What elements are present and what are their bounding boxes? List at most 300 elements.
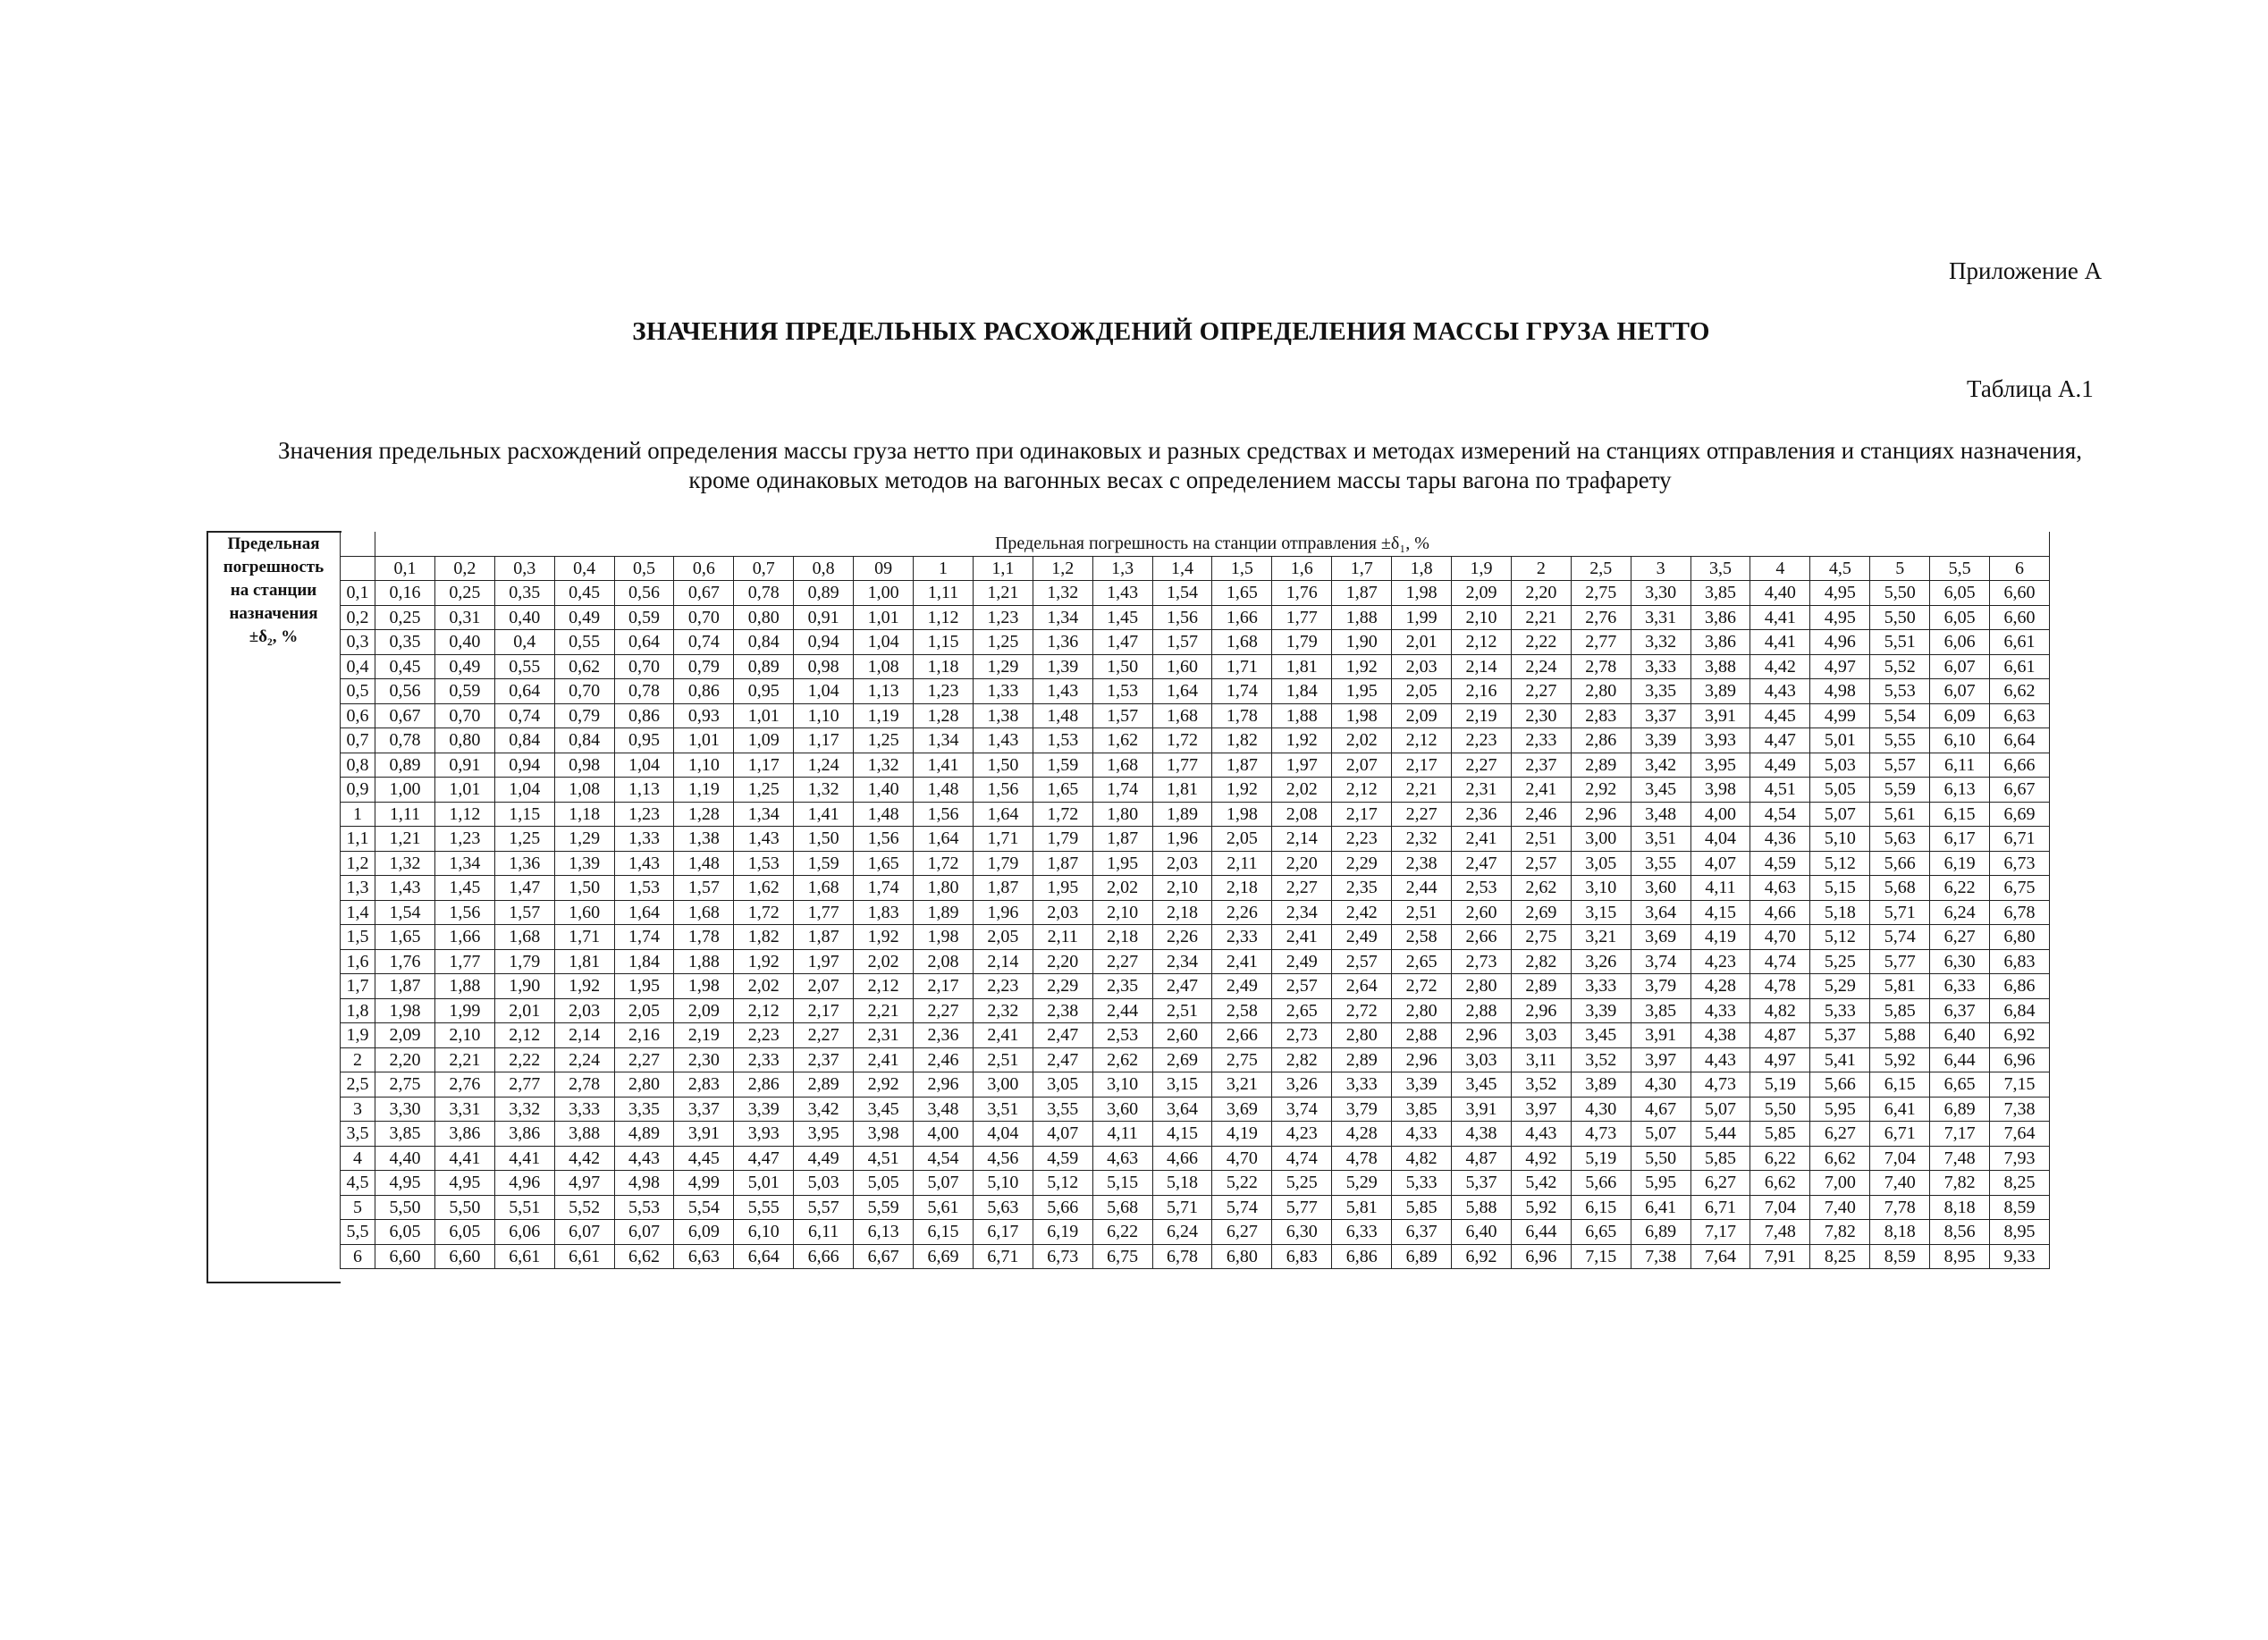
table-cell: 1,28	[914, 703, 974, 728]
table-cell: 2,58	[1212, 998, 1272, 1023]
table-cell: 5,10	[1810, 827, 1870, 852]
table-cell: 1,13	[854, 679, 914, 704]
table-cell: 1,98	[1332, 703, 1392, 728]
table-cell: 3,03	[1452, 1047, 1512, 1072]
table-cell: 1,29	[973, 654, 1033, 679]
table-cell: 6,10	[1930, 728, 1990, 753]
table-cell: 7,64	[1990, 1122, 2050, 1147]
table-cell: 2,57	[1332, 949, 1392, 974]
table-cell: 4,73	[1690, 1072, 1750, 1098]
table-cell: 5,61	[914, 1195, 974, 1220]
column-header: 0,1	[375, 556, 435, 581]
table-cell: 2,49	[1212, 974, 1272, 999]
table-cell: 3,91	[674, 1122, 734, 1147]
table-cell: 0,74	[674, 630, 734, 655]
table-cell: 4,40	[375, 1146, 435, 1171]
table-cell: 3,85	[1631, 998, 1690, 1023]
table-cell: 6,78	[1990, 900, 2050, 925]
table-cell: 1,96	[1152, 827, 1212, 852]
table-cell: 4,40	[1750, 581, 1810, 606]
table-cell: 1,98	[1212, 802, 1272, 827]
table-cell: 2,53	[1452, 876, 1512, 901]
table-cell: 2,65	[1272, 998, 1332, 1023]
table-cell: 3,88	[554, 1122, 614, 1147]
table-cell: 0,98	[554, 753, 614, 778]
table-cell: 5,54	[1870, 703, 1930, 728]
table-cell: 5,85	[1690, 1146, 1750, 1171]
table-cell: 4,11	[1690, 876, 1750, 901]
table-cell: 3,31	[434, 1097, 494, 1122]
table-cell: 3,21	[1212, 1072, 1272, 1098]
table-cell: 1,34	[734, 802, 794, 827]
table-cell: 1,65	[375, 925, 435, 950]
table-cell: 2,75	[375, 1072, 435, 1098]
table-cell: 3,37	[674, 1097, 734, 1122]
table-cell: 1,88	[674, 949, 734, 974]
table-cell: 6,89	[1392, 1244, 1452, 1269]
table-cell: 0,89	[375, 753, 435, 778]
column-header: 0,3	[494, 556, 554, 581]
table-cell: 5,66	[1810, 1072, 1870, 1098]
table-cell: 1,97	[794, 949, 854, 974]
table-cell: 0,67	[674, 581, 734, 606]
table-cell: 1,87	[1092, 827, 1152, 852]
table-cell: 2,96	[1511, 998, 1571, 1023]
table-cell: 5,07	[1690, 1097, 1750, 1122]
table-cell: 1,92	[1332, 654, 1392, 679]
table-cell: 5,59	[1870, 778, 1930, 803]
table-cell: 6,15	[1870, 1072, 1930, 1098]
table-cell: 4,98	[1810, 679, 1870, 704]
table-cell: 2,12	[854, 974, 914, 999]
table-cell: 5,07	[1631, 1122, 1690, 1147]
table-cell: 1,64	[973, 802, 1033, 827]
table-cell: 6,62	[614, 1244, 674, 1269]
table-cell: 2,66	[1452, 925, 1512, 950]
column-header: 4	[1750, 556, 1810, 581]
table-cell: 6,60	[434, 1244, 494, 1269]
table-cell: 2,62	[1092, 1047, 1152, 1072]
corner-cell	[341, 532, 375, 556]
table-cell: 6,89	[1930, 1097, 1990, 1122]
table-cell: 1,92	[554, 974, 614, 999]
table-cell: 2,27	[794, 1023, 854, 1048]
table-cell: 2,11	[1212, 851, 1272, 876]
table-row	[341, 949, 2050, 974]
table-cell: 2,14	[1272, 827, 1332, 852]
table-cell: 2,88	[1452, 998, 1512, 1023]
table-cell: 1,74	[854, 876, 914, 901]
table-cell: 5,92	[1511, 1195, 1571, 1220]
table-cell: 2,83	[674, 1072, 734, 1098]
table-cell: 2,49	[1272, 949, 1332, 974]
table-cell: 3,85	[375, 1122, 435, 1147]
table-cell: 2,32	[973, 998, 1033, 1023]
column-header: 0,6	[674, 556, 734, 581]
table-cell: 0,49	[434, 654, 494, 679]
table-cell: 5,29	[1810, 974, 1870, 999]
table-cell: 4,07	[1033, 1122, 1092, 1147]
table-cell: 1,25	[494, 827, 554, 852]
table-row	[341, 1047, 2050, 1072]
table-cell: 1,17	[734, 753, 794, 778]
table-cell: 8,56	[1930, 1220, 1990, 1245]
table-cell: 3,10	[1571, 876, 1631, 901]
table-cell: 6,06	[494, 1220, 554, 1245]
table-cell: 0,84	[554, 728, 614, 753]
table-cell: 1,68	[1212, 630, 1272, 655]
table-cell: 0,86	[614, 703, 674, 728]
table-cell: 7,17	[1690, 1220, 1750, 1245]
column-header: 1,6	[1272, 556, 1332, 581]
table-cell: 2,16	[614, 1023, 674, 1048]
table-cell: 2,89	[1511, 974, 1571, 999]
table-cell: 5,61	[1870, 802, 1930, 827]
table-cell: 0,86	[674, 679, 734, 704]
table-cell: 5,50	[1750, 1097, 1810, 1122]
table-cell: 1,64	[614, 900, 674, 925]
table-cell: 1,32	[854, 753, 914, 778]
table-cell: 2,33	[734, 1047, 794, 1072]
table-cell: 2,20	[1272, 851, 1332, 876]
table-cell: 1,04	[614, 753, 674, 778]
table-cell: 3,31	[1631, 605, 1690, 630]
table-row	[341, 654, 2050, 679]
table-cell: 5,66	[1571, 1171, 1631, 1196]
table-cell: 7,04	[1870, 1146, 1930, 1171]
table-cell: 6,69	[914, 1244, 974, 1269]
column-header: 3	[1631, 556, 1690, 581]
table-cell: 4,47	[734, 1146, 794, 1171]
table-cell: 3,79	[1631, 974, 1690, 999]
table-cell: 1,77	[434, 949, 494, 974]
table-cell: 1,87	[1033, 851, 1092, 876]
table-cell: 3,10	[1092, 1072, 1152, 1098]
table-cell: 5,05	[854, 1171, 914, 1196]
table-cell: 0,45	[375, 654, 435, 679]
table-row	[341, 1097, 2050, 1122]
table-cell: 4,47	[1750, 728, 1810, 753]
column-header: 5	[1870, 556, 1930, 581]
table-cell: 3,60	[1631, 876, 1690, 901]
table-cell: 2,21	[1511, 605, 1571, 630]
table-cell: 3,97	[1511, 1097, 1571, 1122]
frame-left-line	[207, 531, 208, 1283]
table-cell: 1,98	[1392, 581, 1452, 606]
column-header: 0,5	[614, 556, 674, 581]
table-cell: 1,87	[794, 925, 854, 950]
table-cell: 1,88	[434, 974, 494, 999]
table-cell: 1,60	[554, 900, 614, 925]
table-cell: 2,01	[1392, 630, 1452, 655]
table-cell: 2,75	[1571, 581, 1631, 606]
table-cell: 2,57	[1511, 851, 1571, 876]
table-cell: 2,27	[1511, 679, 1571, 704]
table-cell: 8,25	[1810, 1244, 1870, 1269]
table-cell: 4,97	[1810, 654, 1870, 679]
table-cell: 3,91	[1690, 703, 1750, 728]
table-cell: 2,76	[1571, 605, 1631, 630]
table-cell: 1,53	[1092, 679, 1152, 704]
table-cell: 4,49	[1750, 753, 1810, 778]
table-cell: 6,13	[1930, 778, 1990, 803]
table-cell: 1,41	[914, 753, 974, 778]
table-cell: 3,03	[1511, 1023, 1571, 1048]
row-header: 5,5	[341, 1220, 375, 1245]
row-header: 0,6	[341, 703, 375, 728]
table-cell: 7,17	[1930, 1122, 1990, 1147]
table-cell: 6,61	[1990, 630, 2050, 655]
table-cell: 1,47	[1092, 630, 1152, 655]
table-cell: 4,38	[1452, 1122, 1512, 1147]
table-cell: 5,01	[734, 1171, 794, 1196]
table-cell: 2,29	[1332, 851, 1392, 876]
table-cell: 2,18	[1152, 900, 1212, 925]
table-cell: 4,97	[554, 1171, 614, 1196]
table-cell: 3,97	[1631, 1047, 1690, 1072]
table-cell: 4,41	[1750, 630, 1810, 655]
table-cell: 1,84	[614, 949, 674, 974]
row-header: 1,2	[341, 851, 375, 876]
table-cell: 1,78	[1212, 703, 1272, 728]
appendix-label: Приложение А	[1949, 257, 2103, 284]
table-cell: 0,89	[794, 581, 854, 606]
table-cell: 1,74	[1212, 679, 1272, 704]
table-cell: 0,93	[674, 703, 734, 728]
table-row	[341, 802, 2050, 827]
table-cell: 0,91	[794, 605, 854, 630]
table-cell: 2,77	[1571, 630, 1631, 655]
table-cell: 0,78	[375, 728, 435, 753]
column-header: 2	[1511, 556, 1571, 581]
table-cell: 5,77	[1870, 949, 1930, 974]
table-cell: 2,17	[1392, 753, 1452, 778]
table-cell: 1,28	[674, 802, 734, 827]
table-cell: 5,50	[1631, 1146, 1690, 1171]
table-cell: 1,00	[854, 581, 914, 606]
table-cell: 2,20	[1511, 581, 1571, 606]
table-cell: 7,40	[1870, 1171, 1930, 1196]
table-cell: 1,68	[674, 900, 734, 925]
table-cell: 4,07	[1690, 851, 1750, 876]
table-cell: 3,15	[1571, 900, 1631, 925]
table-cell: 1,19	[674, 778, 734, 803]
table-row	[341, 703, 2050, 728]
table-cell: 3,33	[1332, 1072, 1392, 1098]
table-cell: 7,48	[1930, 1146, 1990, 1171]
table-cell: 6,24	[1930, 900, 1990, 925]
table-cell: 5,85	[1750, 1122, 1810, 1147]
table-cell: 3,45	[1452, 1072, 1512, 1098]
table-cell: 1,68	[1152, 703, 1212, 728]
table-cell: 0,35	[494, 581, 554, 606]
table-cell: 4,87	[1750, 1023, 1810, 1048]
table-cell: 4,95	[375, 1171, 435, 1196]
table-cell: 1,88	[1332, 605, 1392, 630]
column-header: 0,7	[734, 556, 794, 581]
table-cell: 2,33	[1511, 728, 1571, 753]
table-cell: 1,19	[854, 703, 914, 728]
table-cell: 0,67	[375, 703, 435, 728]
table-cell: 5,37	[1452, 1171, 1512, 1196]
table-row	[341, 1122, 2050, 1147]
row-header: 4,5	[341, 1171, 375, 1196]
table-cell: 6,33	[1332, 1220, 1392, 1245]
table-cell: 4,74	[1272, 1146, 1332, 1171]
table-cell: 8,18	[1930, 1195, 1990, 1220]
table-label: Таблица А.1	[1967, 375, 2094, 402]
table-cell: 1,34	[914, 728, 974, 753]
table-cell: 2,27	[1392, 802, 1452, 827]
column-header: 0,2	[434, 556, 494, 581]
table-cell: 8,59	[1990, 1195, 2050, 1220]
table-cell: 7,82	[1810, 1220, 1870, 1245]
table-cell: 6,83	[1990, 949, 2050, 974]
table-cell: 2,05	[1212, 827, 1272, 852]
table-cell: 5,07	[914, 1171, 974, 1196]
table-cell: 2,38	[1392, 851, 1452, 876]
table-cell: 1,81	[1152, 778, 1212, 803]
table-cell: 5,10	[973, 1171, 1033, 1196]
table-cell: 1,79	[1033, 827, 1092, 852]
table-cell: 3,45	[1571, 1023, 1631, 1048]
table-cell: 3,69	[1212, 1097, 1272, 1122]
table-cell: 3,05	[1033, 1072, 1092, 1098]
row-header-label	[207, 533, 340, 649]
table-cell: 2,21	[1392, 778, 1452, 803]
table-cell: 3,85	[1392, 1097, 1452, 1122]
table-cell: 3,69	[1631, 925, 1690, 950]
table-cell: 5,05	[1810, 778, 1870, 803]
table-cell: 1,33	[614, 827, 674, 852]
table-cell: 6,66	[794, 1244, 854, 1269]
table-cell: 1,43	[973, 728, 1033, 753]
table-cell: 6,41	[1631, 1195, 1690, 1220]
table-cell: 1,68	[494, 925, 554, 950]
table-cell: 2,66	[1212, 1023, 1272, 1048]
row-header: 3	[341, 1097, 375, 1122]
table-cell: 1,43	[614, 851, 674, 876]
table-cell: 2,96	[1452, 1023, 1512, 1048]
table-cell: 2,18	[1212, 876, 1272, 901]
table-cell: 4,78	[1750, 974, 1810, 999]
table-cell: 6,30	[1930, 949, 1990, 974]
table-cell: 2,35	[1332, 876, 1392, 901]
table-cell: 4,42	[1750, 654, 1810, 679]
row-header: 1,5	[341, 925, 375, 950]
table-cell: 5,55	[1870, 728, 1930, 753]
table-cell: 6,61	[1990, 654, 2050, 679]
table-cell: 0,84	[494, 728, 554, 753]
table-cell: 2,24	[554, 1047, 614, 1072]
table-cell: 5,52	[554, 1195, 614, 1220]
table-cell: 1,45	[434, 876, 494, 901]
table-cell: 6,75	[1092, 1244, 1152, 1269]
table-cell: 0,40	[434, 630, 494, 655]
table-cell: 6,84	[1990, 998, 2050, 1023]
table-cell: 6,73	[1033, 1244, 1092, 1269]
table-cell: 0,78	[614, 679, 674, 704]
table-cell: 2,12	[1452, 630, 1512, 655]
table-cell: 1,11	[914, 581, 974, 606]
table-cell: 1,36	[1033, 630, 1092, 655]
row-header: 0,3	[341, 630, 375, 655]
column-header: 1,1	[973, 556, 1033, 581]
table-cell: 1,13	[614, 778, 674, 803]
table-cell: 3,51	[973, 1097, 1033, 1122]
table-cell: 3,86	[1690, 630, 1750, 655]
table-cell: 1,04	[794, 679, 854, 704]
column-header: 4,5	[1810, 556, 1870, 581]
table-cell: 6,96	[1990, 1047, 2050, 1072]
table-cell: 4,04	[973, 1122, 1033, 1147]
table-cell: 4,96	[1810, 630, 1870, 655]
column-header: 1,3	[1092, 556, 1152, 581]
table-cell: 5,44	[1690, 1122, 1750, 1147]
table-cell: 6,09	[1930, 703, 1990, 728]
table-cell: 4,95	[1810, 605, 1870, 630]
table-cell: 5,95	[1631, 1171, 1690, 1196]
table-cell: 3,42	[794, 1097, 854, 1122]
table-cell: 1,64	[914, 827, 974, 852]
table-cell: 4,56	[973, 1146, 1033, 1171]
table-cell: 4,43	[1750, 679, 1810, 704]
table-cell: 2,89	[794, 1072, 854, 1098]
table-cell: 1,24	[794, 753, 854, 778]
table-cell: 2,23	[734, 1023, 794, 1048]
table-cell: 3,52	[1511, 1072, 1571, 1098]
table-cell: 0,95	[614, 728, 674, 753]
table-cell: 3,35	[1631, 679, 1690, 704]
table-cell: 5,55	[734, 1195, 794, 1220]
column-header: 2,5	[1571, 556, 1631, 581]
table-cell: 6,37	[1930, 998, 1990, 1023]
table-cell: 1,12	[914, 605, 974, 630]
table-cell: 3,26	[1272, 1072, 1332, 1098]
table-cell: 6,65	[1571, 1220, 1631, 1245]
table-cell: 6,86	[1332, 1244, 1392, 1269]
table-cell: 1,01	[854, 605, 914, 630]
table-cell: 3,32	[494, 1097, 554, 1122]
table-cell: 1,11	[375, 802, 435, 827]
table-row	[341, 778, 2050, 803]
table-cell: 4,15	[1152, 1122, 1212, 1147]
table-cell: 2,27	[1452, 753, 1512, 778]
table-cell: 6,05	[1930, 605, 1990, 630]
table-cell: 6,27	[1810, 1122, 1870, 1147]
table-cell: 2,73	[1452, 949, 1512, 974]
table-cell: 5,51	[1870, 630, 1930, 655]
table-cell: 2,41	[1511, 778, 1571, 803]
table-cell: 1,56	[973, 778, 1033, 803]
table-cell: 3,86	[434, 1122, 494, 1147]
table-cell: 6,92	[1452, 1244, 1512, 1269]
table-cell: 2,16	[1452, 679, 1512, 704]
table-cell: 9,33	[1990, 1244, 2050, 1269]
table-cell: 5,18	[1810, 900, 1870, 925]
table-cell: 1,50	[1092, 654, 1152, 679]
table-cell: 5,53	[1870, 679, 1930, 704]
table-cell: 1,71	[973, 827, 1033, 852]
column-header: 1,7	[1332, 556, 1392, 581]
table-cell: 6,05	[1930, 581, 1990, 606]
table-cell: 5,68	[1092, 1195, 1152, 1220]
table-cell: 1,56	[1152, 605, 1212, 630]
table-cell: 4,95	[1810, 581, 1870, 606]
table-cell: 8,25	[1990, 1171, 2050, 1196]
table-cell: 6,64	[734, 1244, 794, 1269]
table-cell: 5,33	[1392, 1171, 1452, 1196]
